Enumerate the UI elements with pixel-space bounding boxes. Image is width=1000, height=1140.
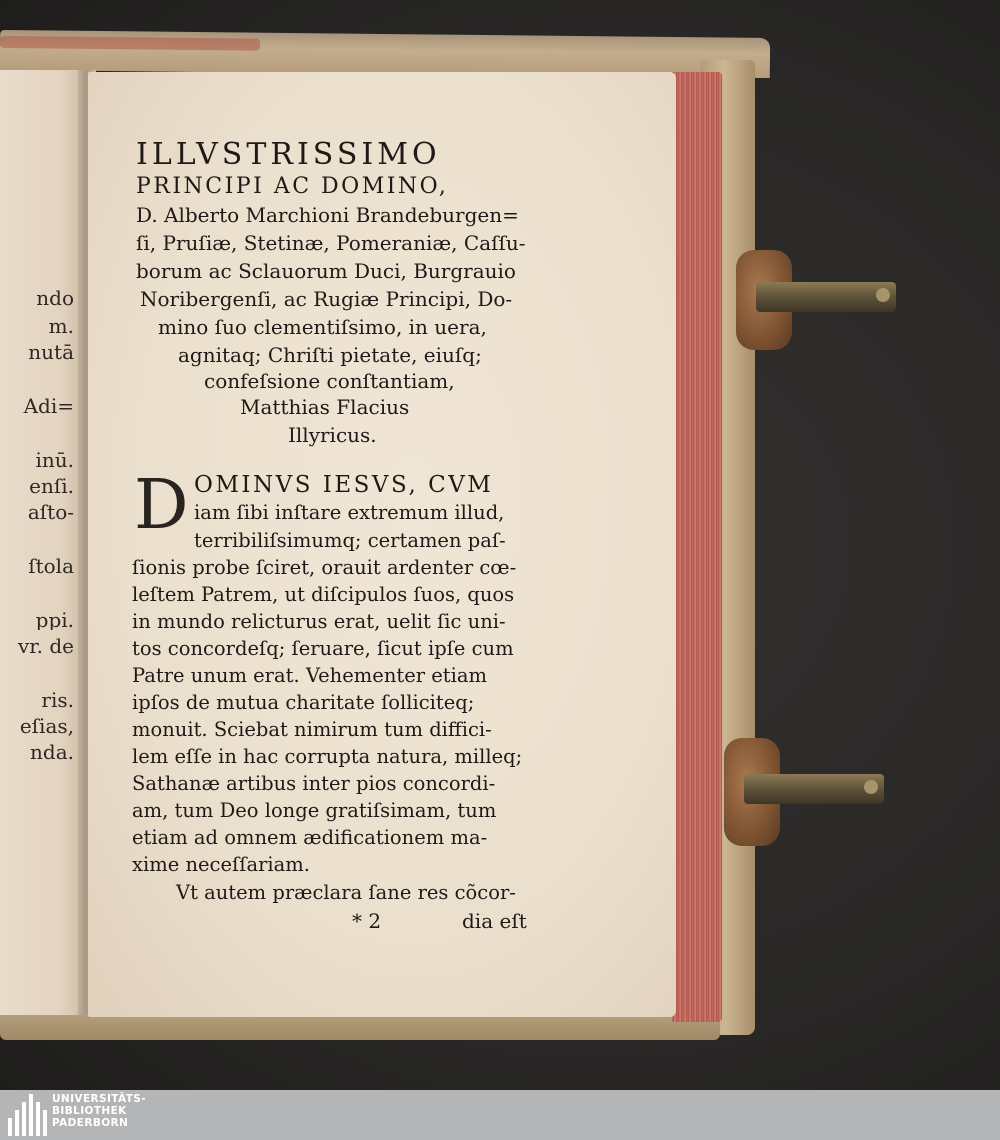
title-line-3: D. Alberto Marchioni Brandeburgen= (136, 203, 519, 227)
left-page-fragment: aſto- (27, 502, 74, 522)
left-page-fragment: nutā (28, 342, 74, 362)
body-line: leſtem Patrem, ut diſcipulos ſuos, quos (132, 583, 515, 606)
body-line: Sathanæ artibus inter pios concordi- (132, 772, 496, 795)
upper-clasp (736, 250, 896, 350)
author-origin: Illyricus. (288, 423, 377, 447)
body-line: ipſos de mutua charitate ſolliciteq; (132, 691, 475, 714)
title-line-9: confeſsione conſtantiam, (204, 369, 455, 393)
author-name: Matthias Flacius (240, 395, 410, 419)
body-line: am, tum Deo longe gratiſsimam, tum (132, 799, 497, 822)
drop-cap-initial: D (134, 466, 189, 545)
library-logo-icon (8, 1094, 48, 1136)
title-line-4: ſi, Pruſiæ, Stetinæ, Pomeraniæ, Caſſu- (136, 231, 526, 255)
body-line: xime neceſſariam. (132, 853, 310, 876)
left-page-fragment: vr. de (17, 636, 74, 656)
left-page-fragment: m. (48, 316, 74, 336)
body-line: lem eſſe in hac corrupta natura, milleq; (132, 745, 523, 768)
left-page-fragment: ndo (36, 288, 74, 308)
body-line: Vt autem præclara ſane res cõcor- (176, 881, 516, 904)
title-line-5: borum ac Sclauorum Duci, Burgrauio (136, 259, 516, 283)
left-page-fragment: enſi. (29, 476, 74, 496)
lower-clasp (724, 738, 884, 838)
body-line: in mundo relicturus erat, uelit ſic uni- (132, 610, 506, 633)
title-line-2: PRINCIPI AC DOMINO, (136, 174, 449, 199)
left-page-fragment: eſias, (19, 716, 74, 736)
left-page-fragment: inū. (35, 450, 74, 470)
title-line-8: agnitaq; Chriſti pietate, eiuſq; (178, 343, 482, 367)
left-page-fragment: nda. (30, 742, 74, 762)
red-page-edges (672, 72, 722, 1022)
title-line-1: ILLVSTRISSIMO (136, 137, 441, 172)
book-top-board (0, 30, 770, 78)
body-line: iam ſibi inſtare extremum illud, (194, 501, 505, 524)
left-page-fragment: Adi= (23, 396, 74, 416)
left-page-fragment: ppi. (35, 610, 74, 630)
body-line: Patre unum erat. Vehementer etiam (132, 664, 487, 687)
body-line: ſionis probe ſciret, orauit ardenter cœ- (132, 556, 517, 579)
body-line: etiam ad omnem ædificationem ma- (132, 826, 488, 849)
left-page-fragment: ris. (41, 690, 74, 710)
library-name-line-2: BIBLIOTHEK (52, 1105, 127, 1117)
body-line: OMINVS IESVS, CVM (194, 472, 494, 498)
left-page-fragment: ſtola (28, 556, 74, 576)
catchword: dia eſt (462, 909, 527, 933)
body-line: tos concordeſq; ſeruare, ſicut ipſe cum (132, 637, 514, 660)
left-page (0, 70, 86, 1015)
body-line: terribiliſsimumq; certamen paſ- (194, 529, 506, 552)
signature-mark: * 2 (352, 909, 382, 933)
title-line-6: Noribergenſi, ac Rugiæ Principi, Do- (140, 287, 513, 311)
library-name-line-1: UNIVERSITÄTS- (52, 1093, 147, 1105)
library-name-line-3: PADERBORN (52, 1117, 129, 1129)
title-line-7: mino ſuo clementiſsimo, in uera, (158, 315, 487, 339)
body-line: monuit. Sciebat nimirum tum diffici- (132, 718, 492, 741)
library-footer-bar (0, 1090, 1000, 1140)
